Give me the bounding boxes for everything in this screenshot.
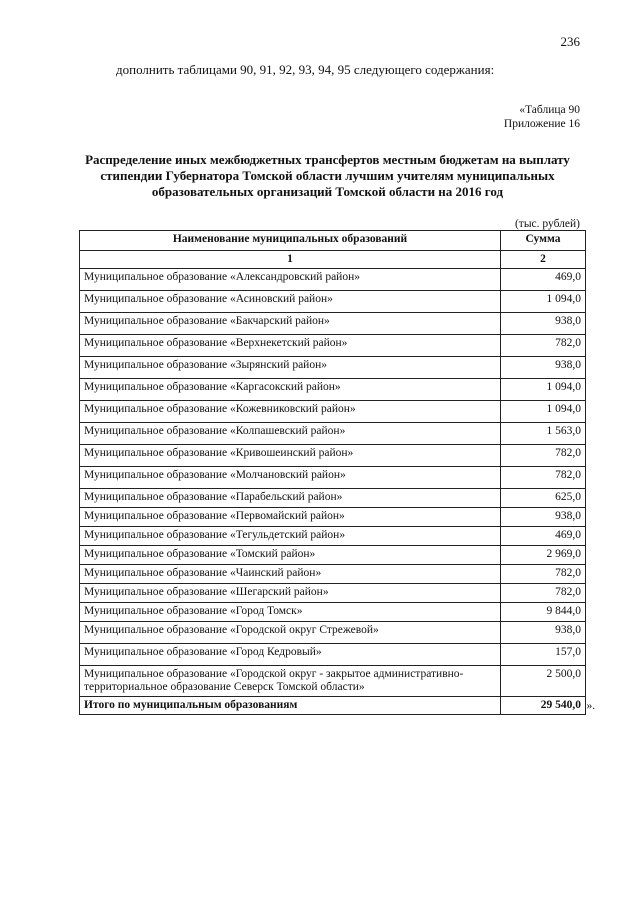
transfers-table	[79, 230, 586, 715]
table-row	[80, 644, 586, 666]
table-row	[80, 527, 586, 546]
row-sum: 782,0	[501, 565, 586, 584]
total-row	[80, 697, 586, 715]
row-sum: 938,0	[501, 357, 586, 379]
row-name: Муниципальное образование «Тегульдетский район»	[80, 527, 501, 546]
table-row	[80, 489, 586, 508]
row-sum: 469,0	[501, 527, 586, 546]
row-name: Муниципальное образование «Бакчарский район»	[80, 313, 501, 335]
row-sum: 782,0	[501, 467, 586, 489]
table-ref-line2: Приложение 16	[503, 118, 580, 130]
table-reference	[504, 103, 580, 131]
row-name: Муниципальное образование «Александровский район»	[80, 269, 501, 291]
row-sum: 2 969,0	[501, 546, 586, 565]
row-name: Муниципальное образование «Город Томск»	[80, 603, 501, 622]
header-name: Наименование муниципальных образований	[80, 231, 501, 251]
row-name: Муниципальное образование «Кривошеинский район»	[80, 445, 501, 467]
row-sum: 469,0	[501, 269, 586, 291]
table-row	[80, 508, 586, 527]
table-row	[80, 423, 586, 445]
row-sum: 938,0	[501, 622, 586, 644]
total-label: Итого по муниципальным образованиям	[80, 697, 501, 715]
table-row	[80, 584, 586, 603]
table-row	[80, 445, 586, 467]
intro-text: дополнить таблицами 90, 91, 92, 93, 94, 95 следующего содержания:	[116, 62, 495, 77]
row-name: Муниципальное образование «Колпашевский район»	[80, 423, 501, 445]
table-row	[80, 666, 586, 697]
row-sum: 938,0	[501, 313, 586, 335]
row-name: Муниципальное образование «Молчановский район»	[80, 467, 501, 489]
row-name: Муниципальное образование «Городской округ - закрытое административно-территориальное образование Северск Томской области»	[80, 666, 501, 697]
column-number: 2	[501, 251, 586, 269]
row-sum: 2 500,0	[501, 666, 586, 697]
table-row	[80, 622, 586, 644]
row-sum: 938,0	[501, 508, 586, 527]
table-row	[80, 291, 586, 313]
column-number: 1	[80, 251, 501, 269]
row-sum: 1 094,0	[501, 379, 586, 401]
row-name: Муниципальное образование «Кожевниковский район»	[80, 401, 501, 423]
row-name: Муниципальное образование «Чаинский район»	[80, 565, 501, 584]
row-name: Муниципальное образование «Томский район»	[80, 546, 501, 565]
row-name: Муниципальное образование «Верхнекетский район»	[80, 335, 501, 357]
table-ref-line1: «Таблица 90	[519, 104, 580, 116]
document-title: Распределение иных межбюджетных трансфертов местным бюджетам на выплату стипендии Губернатора Томской области лучшим учителям муниципальных образовательных организаций Томской области на 2016 год	[85, 152, 570, 199]
row-sum: 1 094,0	[501, 291, 586, 313]
row-name: Муниципальное образование «Каргасокский район»	[80, 379, 501, 401]
units-label: (тыс. рублей)	[514, 218, 580, 230]
row-sum: 1 094,0	[501, 401, 586, 423]
page-number: 236	[560, 34, 580, 49]
row-sum: 625,0	[501, 489, 586, 508]
table-row	[80, 546, 586, 565]
closing-quote-mark: ».	[586, 699, 596, 712]
table-row	[80, 401, 586, 423]
table-row	[80, 565, 586, 584]
table-row	[80, 467, 586, 489]
row-name: Муниципальное образование «Первомайский район»	[80, 508, 501, 527]
table-row	[80, 335, 586, 357]
row-sum: 782,0	[501, 584, 586, 603]
table-row	[80, 603, 586, 622]
total-sum: 29 540,0	[501, 697, 586, 715]
table-row	[80, 357, 586, 379]
row-sum: 782,0	[501, 335, 586, 357]
row-name: Муниципальное образование «Парабельский район»	[80, 489, 501, 508]
row-sum: 1 563,0	[501, 423, 586, 445]
row-name: Муниципальное образование «Асиновский район»	[80, 291, 501, 313]
table-row	[80, 379, 586, 401]
header-sum: Сумма	[501, 231, 586, 251]
row-name: Муниципальное образование «Город Кедровый»	[80, 644, 501, 666]
row-sum: 157,0	[501, 644, 586, 666]
row-name: Муниципальное образование «Городской округ Стрежевой»	[80, 622, 501, 644]
table-row	[80, 269, 586, 291]
row-name: Муниципальное образование «Зырянский район»	[80, 357, 501, 379]
row-sum: 782,0	[501, 445, 586, 467]
row-name: Муниципальное образование «Шегарский район»	[80, 584, 501, 603]
column-numbers-row	[80, 251, 586, 269]
row-sum: 9 844,0	[501, 603, 586, 622]
table-row	[80, 313, 586, 335]
